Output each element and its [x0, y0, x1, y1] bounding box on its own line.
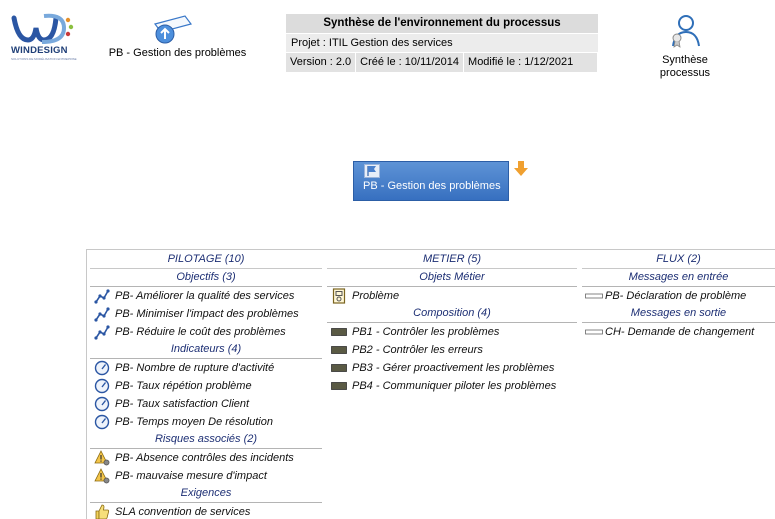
objet-label: Problème	[352, 290, 400, 302]
pilotage-column	[90, 250, 322, 519]
composition-item[interactable]	[327, 359, 577, 377]
subprocess-icon	[330, 323, 348, 341]
summary-project: Projet : ITIL Gestion des services	[286, 33, 598, 52]
composition-item[interactable]	[327, 341, 577, 359]
objectif-item[interactable]	[90, 287, 322, 305]
risques-title: Risques associés (2)	[90, 431, 322, 449]
message-arrow-icon	[585, 323, 603, 341]
indicateur-label: PB- Taux satisfaction Client	[115, 398, 250, 410]
message-sortie-item[interactable]	[582, 323, 775, 341]
indicateur-item[interactable]	[90, 359, 322, 377]
summary-version: Version : 2.0	[286, 53, 356, 72]
summary-meta	[286, 52, 598, 72]
windesign-logo-icon	[8, 10, 74, 46]
logo-tagline: SOLUTIONS DE MODÉLISATION ENTREPRISE	[11, 57, 77, 61]
message-sortie-label: CH- Demande de changement	[605, 326, 755, 338]
process-link-label: PB - Gestion des problèmes	[108, 47, 247, 59]
objective-icon	[93, 323, 111, 341]
composition-label: PB4 - Communiquer piloter les problèmes	[352, 380, 557, 392]
messages-sortie-title: Messages en sortie	[582, 305, 775, 323]
indicateur-item[interactable]	[90, 377, 322, 395]
warning-gear-icon	[93, 467, 111, 485]
business-object-icon	[330, 287, 348, 305]
message-arrow-icon	[585, 287, 603, 305]
subprocess-icon	[330, 359, 348, 377]
warning-gear-icon	[93, 449, 111, 467]
environment-panels	[86, 249, 775, 519]
risque-item[interactable]	[90, 449, 322, 467]
objectifs-title: Objectifs (3)	[90, 269, 322, 287]
message-entree-label: PB- Déclaration de problème	[605, 290, 747, 302]
flag-icon	[364, 164, 380, 178]
exigence-item[interactable]	[90, 503, 322, 519]
indicateurs-title: Indicateurs (4)	[90, 341, 322, 359]
logo-brand: WINDESIGN	[11, 45, 68, 56]
gauge-icon	[93, 395, 111, 413]
user-profile-icon	[650, 14, 720, 51]
composition-label: PB1 - Contrôler les problèmes	[352, 326, 500, 338]
composition-item[interactable]	[327, 323, 577, 341]
composition-item[interactable]	[327, 377, 577, 395]
flux-column	[582, 250, 775, 341]
composition-label: PB3 - Gérer proactivement les problèmes	[352, 362, 555, 374]
risque-label: PB- mauvaise mesure d'impact	[115, 470, 267, 482]
objective-icon	[93, 287, 111, 305]
synthesis-label-1: Synthèse	[662, 54, 708, 66]
process-up-icon	[151, 14, 193, 49]
objectif-label: PB- Minimiser l'impact des problèmes	[115, 308, 299, 320]
messages-entree-title: Messages en entrée	[582, 269, 775, 287]
exigences-title: Exigences	[90, 485, 322, 503]
objet-item[interactable]	[327, 287, 577, 305]
indicateur-item[interactable]	[90, 395, 322, 413]
summary-title: Synthèse de l'environnement du processus	[286, 14, 598, 33]
windesign-logo[interactable]	[8, 10, 78, 62]
indicateur-label: PB- Nombre de rupture d'activité	[115, 362, 275, 374]
synthesis-label-2: processus	[659, 67, 711, 79]
objectif-label: PB- Réduire le coût des problèmes	[115, 326, 286, 338]
objets-title: Objets Métier	[327, 269, 577, 287]
thumbs-up-icon	[93, 503, 111, 519]
metier-column	[327, 250, 577, 395]
objectif-item[interactable]	[90, 323, 322, 341]
process-summary	[286, 14, 598, 72]
synthesis-button[interactable]	[650, 14, 720, 80]
gauge-icon	[93, 377, 111, 395]
exigence-label: SLA convention de services	[115, 506, 251, 518]
pilotage-title: PILOTAGE (10)	[90, 250, 322, 269]
indicateur-item[interactable]	[90, 413, 322, 431]
process-button-label: PB - Gestion des problèmes	[363, 180, 501, 192]
risque-item[interactable]	[90, 467, 322, 485]
summary-modified: Modifié le : 1/12/2021	[464, 53, 598, 72]
indicateur-label: PB- Taux répétion problème	[115, 380, 252, 392]
process-link[interactable]	[105, 14, 250, 62]
arrow-down-icon[interactable]	[514, 161, 528, 180]
gauge-icon	[93, 413, 111, 431]
objectif-label: PB- Améliorer la qualité des services	[115, 290, 295, 302]
summary-created: Créé le : 10/11/2014	[356, 53, 464, 72]
metier-title: METIER (5)	[327, 250, 577, 269]
process-button[interactable]	[353, 161, 509, 201]
objectif-item[interactable]	[90, 305, 322, 323]
indicateur-label: PB- Temps moyen De résolution	[115, 416, 273, 428]
subprocess-icon	[330, 341, 348, 359]
flux-title: FLUX (2)	[582, 250, 775, 269]
subprocess-icon	[330, 377, 348, 395]
message-entree-item[interactable]	[582, 287, 775, 305]
composition-title: Composition (4)	[327, 305, 577, 323]
gauge-icon	[93, 359, 111, 377]
composition-label: PB2 - Contrôler les erreurs	[352, 344, 483, 356]
objective-icon	[93, 305, 111, 323]
risque-label: PB- Absence contrôles des incidents	[115, 452, 294, 464]
